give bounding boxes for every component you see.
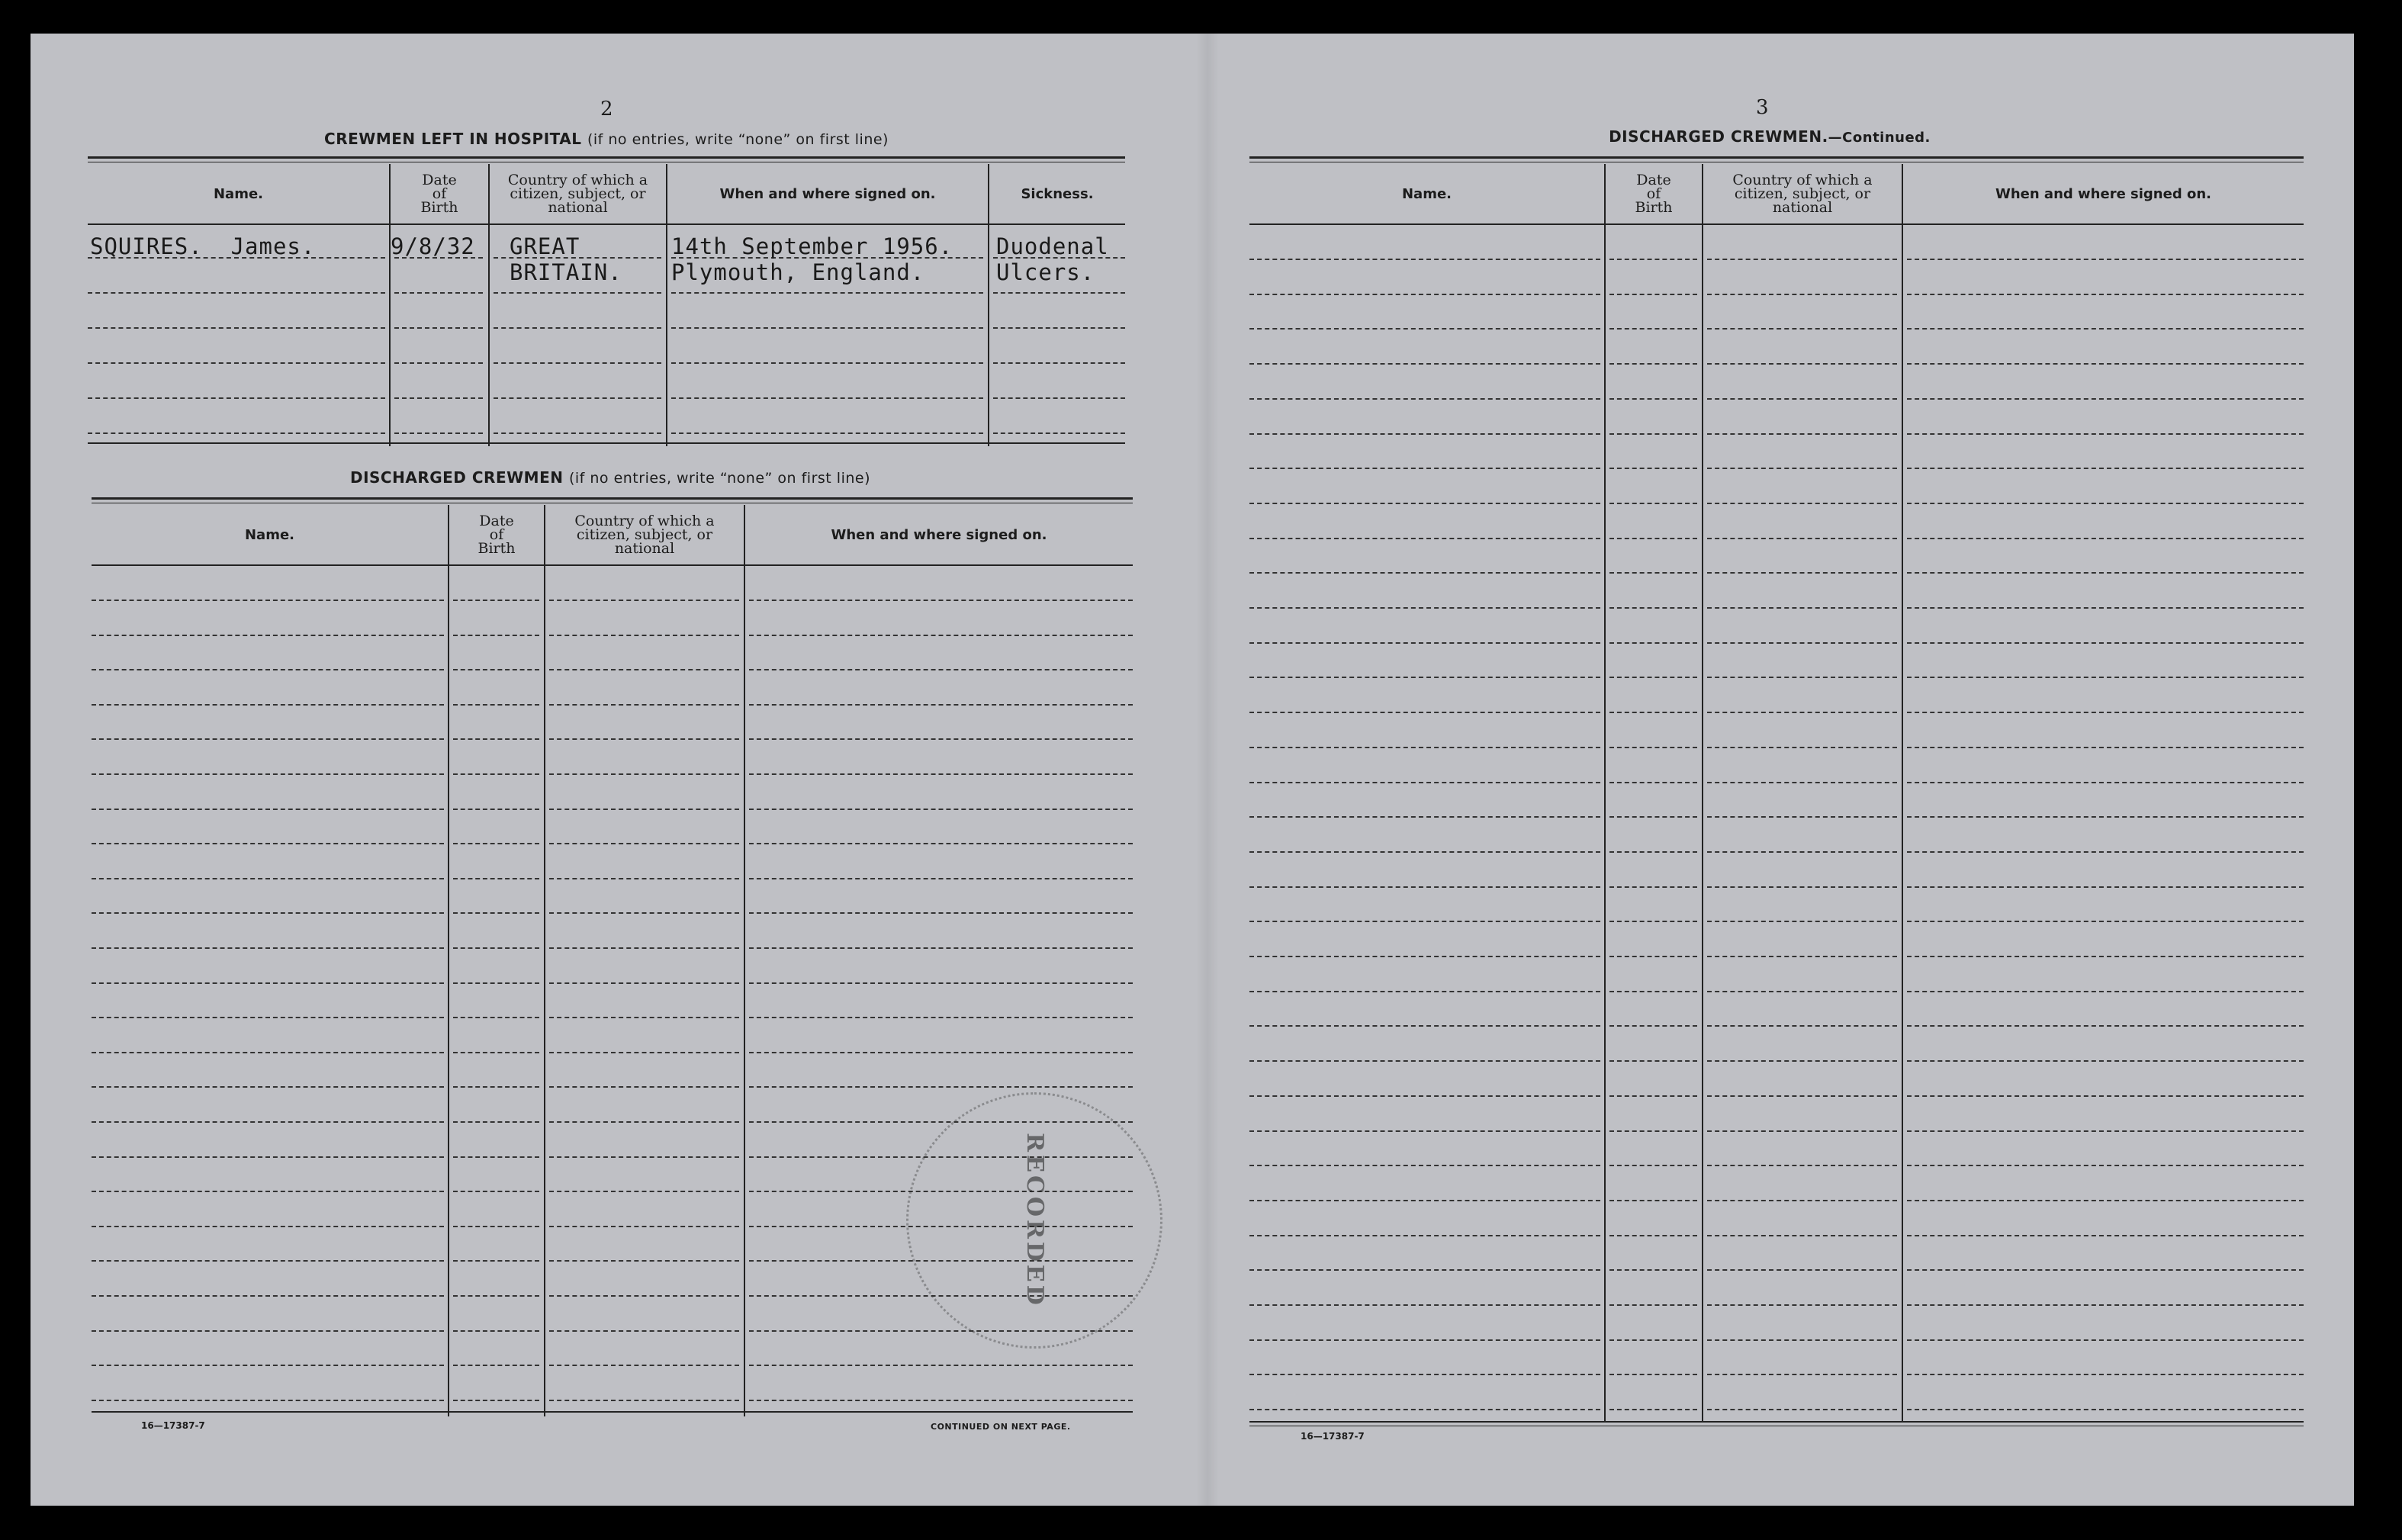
form-row-line <box>92 635 444 636</box>
form-row-line <box>1907 782 2304 783</box>
form-row-line <box>1609 1409 1697 1410</box>
form-row-line <box>1907 991 2304 992</box>
form-row-line <box>1249 642 1600 644</box>
form-row-line <box>1707 468 1897 469</box>
form-row-line <box>1707 886 1897 888</box>
form-row-line <box>1707 1130 1897 1132</box>
form-row-line <box>993 292 1125 294</box>
form-row-line <box>453 878 539 879</box>
discharged-left-header-country: Country of which a citizen, subject, or national <box>574 513 715 557</box>
page-number-left: 2 <box>600 98 613 121</box>
form-row-line <box>1707 572 1897 574</box>
form-row-line <box>1707 538 1897 539</box>
form-row-line <box>1249 363 1600 365</box>
form-row-line <box>1907 328 2304 330</box>
form-row-line <box>1609 538 1697 539</box>
discharged-left-header-name: Name. <box>244 526 294 543</box>
form-row-line <box>1249 1374 1600 1375</box>
form-row-line <box>549 1226 739 1227</box>
form-row-line <box>453 1295 539 1297</box>
form-row-line <box>453 1017 539 1018</box>
form-row-line <box>1707 851 1897 853</box>
form-row-line <box>453 1226 539 1227</box>
form-row-line <box>1609 294 1697 295</box>
form-row-line <box>549 1330 739 1332</box>
form-row-line <box>749 982 1133 984</box>
form-row-line <box>92 1086 444 1088</box>
form-row-line <box>88 362 385 364</box>
hospital-title-text: CREWMEN LEFT IN HOSPITAL <box>324 130 582 148</box>
form-row-line <box>453 1052 539 1053</box>
form-row-line <box>494 327 661 329</box>
form-row-line <box>1707 294 1897 295</box>
hospital-header-name: Name. <box>213 185 263 202</box>
hospital-header-sickness: Sickness. <box>1021 185 1094 202</box>
discharged-left-header-dob: Date of Birth <box>478 513 516 557</box>
form-row-line <box>1609 398 1697 400</box>
form-row-line <box>92 1017 444 1018</box>
form-row-line <box>749 669 1133 670</box>
form-row-line <box>549 635 739 636</box>
form-row-line <box>1609 1200 1697 1201</box>
form-row-line <box>749 1400 1133 1401</box>
form-row-line <box>1707 1165 1897 1166</box>
form-row-line <box>549 878 739 879</box>
center-fold <box>1196 34 1219 1506</box>
form-row-line <box>749 635 1133 636</box>
form-row-line <box>92 669 444 670</box>
form-row-line <box>1707 816 1897 818</box>
form-row-line <box>1609 1025 1697 1027</box>
form-row-line <box>1907 642 2304 644</box>
form-row-line <box>394 362 483 364</box>
hospital-entry-dob: 9/8/32 <box>391 233 475 259</box>
form-row-line <box>1907 677 2304 678</box>
form-row-line <box>749 1017 1133 1018</box>
form-row-line <box>1609 991 1697 992</box>
form-row-line <box>1707 328 1897 330</box>
left-footer-code: 16—17387-7 <box>141 1420 205 1431</box>
form-row-line <box>92 773 444 775</box>
form-row-line <box>453 947 539 949</box>
form-row-line <box>1707 782 1897 783</box>
form-row-line <box>92 809 444 810</box>
form-row-line <box>1249 1095 1600 1097</box>
form-row-line <box>1609 956 1697 957</box>
form-row-line <box>1707 607 1897 609</box>
form-row-line <box>749 1086 1133 1088</box>
hospital-entry-country-line1: GREAT <box>510 233 580 259</box>
form-row-line <box>453 843 539 844</box>
form-row-line <box>1609 886 1697 888</box>
form-row-line <box>749 947 1133 949</box>
form-row-line <box>1907 607 2304 609</box>
form-row-line <box>1907 468 2304 469</box>
form-row-line <box>1907 851 2304 853</box>
form-row-line <box>92 1052 444 1053</box>
form-row-line <box>453 600 539 601</box>
form-row-line <box>1707 956 1897 957</box>
form-row-line <box>92 1330 444 1332</box>
form-row-line <box>92 878 444 879</box>
form-row-line <box>1707 642 1897 644</box>
form-row-line <box>549 738 739 740</box>
stamp-text: RECORDED <box>1021 1133 1048 1308</box>
form-row-line <box>1609 1235 1697 1236</box>
form-row-line <box>1907 1200 2304 1201</box>
form-row-line <box>1907 503 2304 504</box>
form-row-line <box>1609 642 1697 644</box>
form-row-line <box>453 982 539 984</box>
form-row-line <box>749 878 1133 879</box>
form-row-line <box>1907 398 2304 400</box>
form-row-line <box>1707 433 1897 435</box>
form-row-line <box>1907 921 2304 922</box>
form-row-line <box>749 809 1133 810</box>
form-row-line <box>549 773 739 775</box>
form-row-line <box>1907 712 2304 713</box>
form-row-line <box>92 947 444 949</box>
form-row-line <box>1249 816 1600 818</box>
form-row-line <box>749 738 1133 740</box>
discharged-section-title <box>92 468 1129 487</box>
form-row-line <box>1907 816 2304 818</box>
form-row-line <box>1249 607 1600 609</box>
hospital-header-signed: When and where signed on. <box>719 185 936 202</box>
form-row-line <box>671 362 983 364</box>
form-row-line <box>1249 1165 1600 1166</box>
form-row-line <box>453 1400 539 1401</box>
form-row-line <box>1707 1095 1897 1097</box>
form-row-line <box>92 1295 444 1297</box>
form-row-line <box>549 947 739 949</box>
form-row-line <box>453 738 539 740</box>
form-row-line <box>671 432 983 434</box>
form-row-line <box>1249 851 1600 853</box>
form-row-line <box>1707 1304 1897 1306</box>
form-row-line <box>549 1295 739 1297</box>
form-row-line <box>549 1121 739 1123</box>
form-row-line <box>549 1191 739 1192</box>
form-row-line <box>1707 677 1897 678</box>
form-row-line <box>88 397 385 399</box>
form-row-line <box>453 1121 539 1123</box>
form-row-line <box>92 1191 444 1192</box>
form-row-line <box>671 397 983 399</box>
form-row-line <box>1609 363 1697 365</box>
form-row-line <box>453 669 539 670</box>
form-row-line <box>1249 991 1600 992</box>
right-title-text: DISCHARGED CREWMEN. <box>1609 127 1828 146</box>
form-row-line <box>1609 712 1697 713</box>
form-row-line <box>1249 503 1600 504</box>
form-row-line <box>1707 1409 1897 1410</box>
discharged-table-right <box>1249 156 2304 1426</box>
form-row-line <box>453 1086 539 1088</box>
form-row-line <box>1609 1095 1697 1097</box>
form-row-line <box>1249 294 1600 295</box>
form-row-line <box>453 912 539 914</box>
form-row-line <box>92 704 444 706</box>
hospital-entry-name: SQUIRES. James. <box>90 233 316 259</box>
form-row-line <box>749 773 1133 775</box>
form-row-line <box>549 912 739 914</box>
form-row-line <box>1249 1235 1600 1236</box>
form-row-line <box>92 738 444 740</box>
form-row-line <box>92 912 444 914</box>
form-row-line <box>394 397 483 399</box>
form-row-line <box>1249 921 1600 922</box>
hospital-header-country: Country of which a citizen, subject, or national <box>507 172 648 216</box>
form-row-line <box>549 982 739 984</box>
discharged-right-header-country: Country of which a citizen, subject, or national <box>1732 172 1873 216</box>
form-row-line <box>993 327 1125 329</box>
form-row-line <box>1609 921 1697 922</box>
form-row-line <box>88 292 385 294</box>
form-row-line <box>549 1086 739 1088</box>
form-row-line <box>453 1260 539 1262</box>
form-row-line <box>1609 328 1697 330</box>
form-row-line <box>1907 1130 2304 1132</box>
form-row-line <box>549 600 739 601</box>
form-row-line <box>1907 1165 2304 1166</box>
form-row-line <box>1609 468 1697 469</box>
form-row-line <box>453 1191 539 1192</box>
form-row-line <box>92 1226 444 1227</box>
form-row-line <box>1907 1409 2304 1410</box>
form-row-line <box>92 600 444 601</box>
form-row-line <box>1609 1130 1697 1132</box>
form-row-line <box>1609 677 1697 678</box>
form-row-line <box>1609 1165 1697 1166</box>
form-row-line <box>1707 398 1897 400</box>
form-row-line <box>1249 572 1600 574</box>
form-row-line <box>394 432 483 434</box>
form-row-line <box>1707 503 1897 504</box>
form-row-line <box>394 292 483 294</box>
right-footer-code: 16—17387-7 <box>1301 1431 1365 1442</box>
hospital-entry-sickness-line1: Duodenal <box>996 233 1109 259</box>
discharged-right-header-dob: Date of Birth <box>1635 172 1673 216</box>
right-section-title <box>1251 127 2288 146</box>
form-row-line <box>494 362 661 364</box>
hospital-section-title <box>84 130 1129 148</box>
form-row-line <box>92 1400 444 1401</box>
form-row-line <box>549 1156 739 1158</box>
form-row-line <box>1707 1200 1897 1201</box>
form-row-line <box>549 1400 739 1401</box>
hospital-entry-signed-line1: 14th September 1956. <box>671 233 953 259</box>
discharged-title-text: DISCHARGED CREWMEN <box>349 468 564 487</box>
form-row-line <box>1907 1269 2304 1271</box>
form-row-line <box>494 292 661 294</box>
form-row-line <box>993 397 1125 399</box>
form-row-line <box>1707 1374 1897 1375</box>
form-row-line <box>749 912 1133 914</box>
form-row-line <box>1609 1374 1697 1375</box>
form-row-line <box>1249 712 1600 713</box>
form-row-line <box>1707 747 1897 748</box>
form-row-line <box>1609 1269 1697 1271</box>
discharged-right-header-signed: When and where signed on. <box>1995 185 2212 202</box>
left-footer-continued: CONTINUED ON NEXT PAGE. <box>931 1422 1071 1432</box>
form-row-line <box>549 704 739 706</box>
form-row-line <box>1609 607 1697 609</box>
form-row-line <box>1907 259 2304 260</box>
form-row-line <box>1249 677 1600 678</box>
form-row-line <box>453 809 539 810</box>
form-row-line <box>549 669 739 670</box>
form-row-line <box>453 1156 539 1158</box>
form-row-line <box>1907 886 2304 888</box>
hospital-entry-sickness-line2: Ulcers. <box>996 259 1095 285</box>
form-row-line <box>1707 1025 1897 1027</box>
form-row-line <box>1249 782 1600 783</box>
form-row-line <box>1249 747 1600 748</box>
form-row-line <box>1907 294 2304 295</box>
form-row-line <box>92 1121 444 1123</box>
hospital-table <box>88 156 1125 446</box>
recorded-stamp <box>906 1092 1162 1349</box>
form-row-line <box>1609 1060 1697 1062</box>
form-row-line <box>1907 433 2304 435</box>
form-row-line <box>1907 572 2304 574</box>
form-row-line <box>1249 1304 1600 1306</box>
form-row-line <box>993 432 1125 434</box>
form-row-line <box>1707 1339 1897 1341</box>
form-row-line <box>1249 886 1600 888</box>
form-row-line <box>1609 747 1697 748</box>
form-row-line <box>1707 1235 1897 1236</box>
form-row-line <box>1249 1060 1600 1062</box>
form-row-line <box>1907 1339 2304 1341</box>
discharged-left-header-signed: When and where signed on. <box>831 526 1047 543</box>
form-row-line <box>1707 1060 1897 1062</box>
form-row-line <box>749 704 1133 706</box>
form-row-line <box>453 1365 539 1366</box>
form-row-line <box>549 1017 739 1018</box>
form-row-line <box>671 292 983 294</box>
form-row-line <box>1609 851 1697 853</box>
form-row-line <box>993 362 1125 364</box>
form-row-line <box>1609 572 1697 574</box>
form-row-line <box>92 982 444 984</box>
form-row-line <box>1907 1095 2304 1097</box>
form-row-line <box>1907 538 2304 539</box>
form-row-line <box>549 1052 739 1053</box>
form-row-line <box>549 1260 739 1262</box>
form-row-line <box>494 397 661 399</box>
form-row-line <box>549 809 739 810</box>
form-row-line <box>749 843 1133 844</box>
form-row-line <box>1609 1339 1697 1341</box>
form-row-line <box>1907 1304 2304 1306</box>
form-row-line <box>749 1052 1133 1053</box>
form-row-line <box>1609 503 1697 504</box>
form-row-line <box>1907 363 2304 365</box>
form-row-line <box>88 432 385 434</box>
form-row-line <box>453 635 539 636</box>
form-row-line <box>671 327 983 329</box>
form-row-line <box>1707 259 1897 260</box>
form-row-line <box>1609 1304 1697 1306</box>
form-row-line <box>92 1365 444 1366</box>
right-title-continued: —Continued. <box>1828 130 1931 146</box>
form-row-line <box>394 327 483 329</box>
form-row-line <box>88 327 385 329</box>
form-row-line <box>494 432 661 434</box>
discharged-right-header-name: Name. <box>1401 185 1452 202</box>
form-row-line <box>1249 468 1600 469</box>
form-row-line <box>1249 1269 1600 1271</box>
form-row-line <box>1249 1025 1600 1027</box>
form-row-line <box>1249 956 1600 957</box>
discharged-title-note: (if no entries, write “none” on first line) <box>568 470 870 487</box>
form-row-line <box>1249 433 1600 435</box>
form-row-line <box>1249 259 1600 260</box>
form-row-line <box>1707 921 1897 922</box>
form-row-line <box>1707 712 1897 713</box>
form-row-line <box>549 1365 739 1366</box>
hospital-title-note: (if no entries, write “none” on first line) <box>587 131 889 148</box>
form-row-line <box>1907 1374 2304 1375</box>
form-row-line <box>1609 816 1697 818</box>
hospital-entry-signed-line2: Plymouth, England. <box>671 259 925 285</box>
form-row-line <box>92 1156 444 1158</box>
page-number-right: 3 <box>1756 96 1769 119</box>
form-row-line <box>1907 1060 2304 1062</box>
form-row-line <box>453 704 539 706</box>
form-row-line <box>1609 259 1697 260</box>
form-row-line <box>1907 747 2304 748</box>
form-row-line <box>1609 782 1697 783</box>
form-row-line <box>1907 956 2304 957</box>
form-row-line <box>92 843 444 844</box>
form-row-line <box>1707 991 1897 992</box>
form-row-line <box>1249 1200 1600 1201</box>
form-row-line <box>453 773 539 775</box>
form-row-line <box>749 600 1133 601</box>
hospital-header-dob: Date of Birth <box>420 172 458 216</box>
form-row-line <box>549 843 739 844</box>
form-row-line <box>453 1330 539 1332</box>
form-row-line <box>1907 1235 2304 1236</box>
form-row-line <box>1249 1339 1600 1341</box>
form-row-line <box>1249 398 1600 400</box>
form-row-line <box>1907 1025 2304 1027</box>
form-row-line <box>749 1365 1133 1366</box>
form-row-line <box>92 1260 444 1262</box>
form-row-line <box>1249 328 1600 330</box>
form-row-line <box>1249 538 1600 539</box>
hospital-entry-country-line2: BRITAIN. <box>510 259 622 285</box>
form-row-line <box>1249 1409 1600 1410</box>
form-row-line <box>1609 433 1697 435</box>
form-row-line <box>1249 1130 1600 1132</box>
form-row-line <box>1707 363 1897 365</box>
form-row-line <box>1707 1269 1897 1271</box>
